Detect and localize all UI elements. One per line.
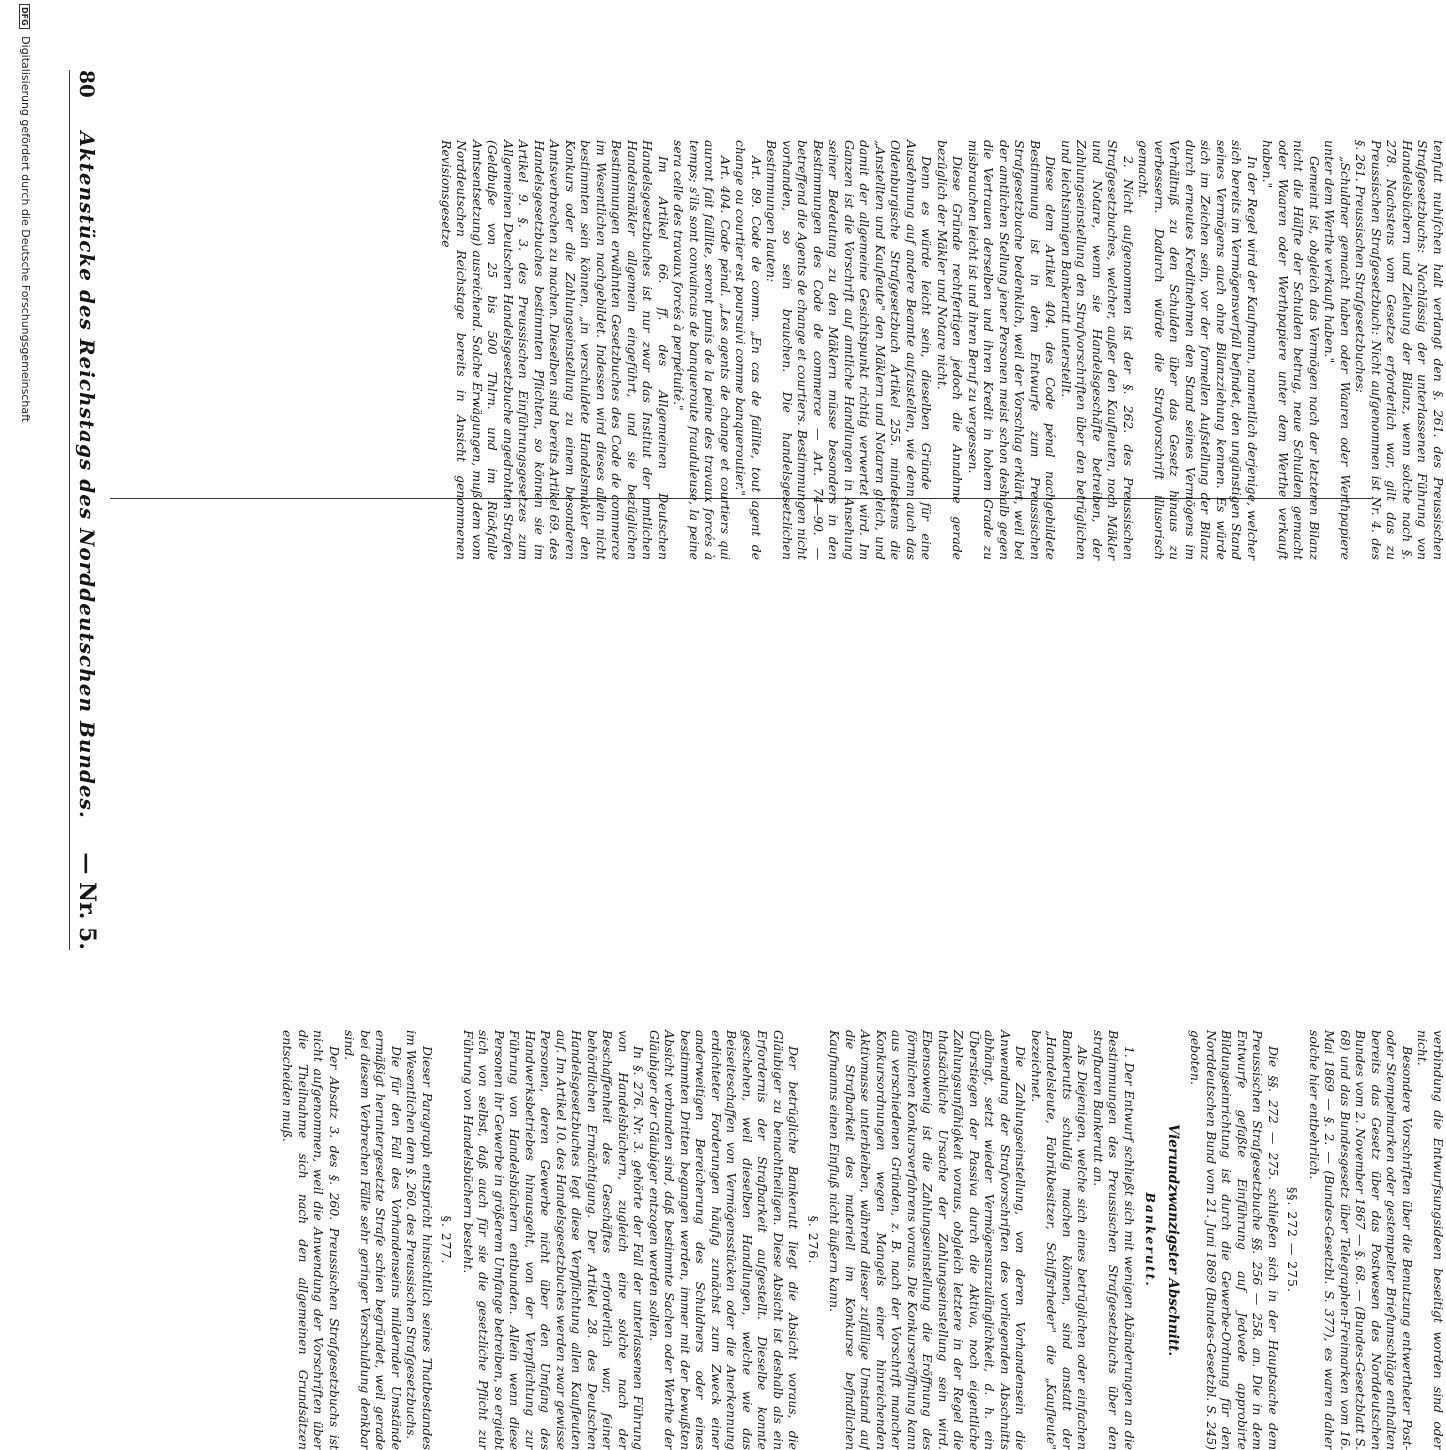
paragraph: Gemeint ist, obgleich das Vermögen nach der letzteren Bilanz nicht die Hälfte der Schulden betrug, neue Schulden gemacht oder Waaren oder Werthpapiere unter dem Werthe verkauft haben.": [1260, 140, 1322, 560]
section-marker: §. 277.: [439, 1215, 455, 1265]
paragraph: Diese Gründe rechtfertigen jedoch die Annahme gerade bezüglich der Mäkler und Notare nicht.: [935, 140, 966, 560]
footer-text: Digitalisierung gefördert durch die Deutsche Forschungsgemeinschaft: [19, 36, 32, 423]
text-column-second: [216, 140, 1446, 560]
paragraph: Die §§. 272 — 275. schließen sich in der Hauptsache dem Preussischen Strafgesetzbuche §§. 256 — 258. an. Die in dem Entwurfe gefaßte Einführung auf Jedvede approbirte Bildungseinrichtung ist durch die Gewerbe-Ordnung für den Norddeutschen Bund vom 21. Juni 1869 (Bundes-Gesetzbl. S. 245) geboten.: [1188, 1030, 1281, 1450]
paragraph: Dieser Paragraph entspricht hinsichtlich seines Thatbestandes im Wesentlichen dem §. 260. des Preussischen Strafgesetzbuchs.: [404, 1030, 435, 1450]
paragraph: verbindung die Entwurfsungsideen beseitigt worden sind oder nicht.: [1415, 1030, 1446, 1450]
page-title: Aktenstücke des Reichstags des Norddeutschen Bundes.: [75, 131, 99, 819]
digitization-footer: [19, 0, 32, 1004]
paragraph: Der Absatz 3. des §. 260. Preussischen Strafgesetzbuchs ist nicht aufgenommen, weil die Anwendung der Vorschriften über die Theilnahme sich nach den allgemeinen Grundsätzen entscheiden muß.: [280, 1030, 342, 1450]
paragraph: Im Artikel 66. ff. des Allgemeinen Deutschen Handelsgesetzbuches ist nur zwar das Institut der amtlichen Handelsmäkler allgemein eingeführt, und sie bezüglichen Bestimmungen erwähnten Gesetzbuches des Code de commerce im Wesentlichen nachgebildet. Indessen wird dieses allein nicht bestimmten sein können, „in verschuldete Handelsmakler den Konkurs oder die Zahlungseinstellung zu einem besonderen Amtsverbrechen zu machen. Dieselben sind bereits Artikel 69. des Handelsgesetzbuches bestimmten Pflichten, so können sie im Artikel 9. §. 3. des Preussischen Einführungsgesetzes zum Allgemeinen Deutschen Handelsgesetzbuche angedrohten Strafen (Geldbuße von 25 bis 500 Thlrn. und im Rückfalle Amtsentsetzung) ausreichend. Solche Erwägungen, muß dem vom Norddeutschen Reichstage bereits in Ansicht genommenen Revisionsgesetze: [439, 140, 671, 560]
paragraph: In der Regel wird der Kaufmann, namentlich derjenige, welcher sich bereits im Vermögensverfall befindet, den ungünstigen Stand seines Vermögens auch ohne Bilanzziehung kennen. Es würde sich im Zeichen sein, vor der formellen Aufstellung der Bilanz durch erneutes Kreditnehmen den Stand seines Vermögens im Verhältniß zu den Schulden über das Gesetz hinaus zu verbessern. Dadurch würde die Strafvorschrift illusorisch gemacht.: [1136, 140, 1260, 560]
right-text-column-frame: [134, 70, 1446, 560]
paragraph: Diese dem Artikel 404. des Code pénal nachgebildete Bestimmung ist in dem Entwurfe zum Preussischen Strafgesetzbuche bedenklich, weil der Vorschlag erklärt, weil bei der amtlichen Stellung jener Personen meist schon deshalb gegen die Vertrauen derselben und ihren Kredit in hohem Grade zu misbrauchen leicht ist und ihren Beruf zu vergessen.: [966, 140, 1059, 560]
left-text-column-frame: [134, 510, 1446, 1450]
page-number: 80: [75, 70, 99, 98]
paragraph: Der betrügliche Bankerutt liegt die Absicht voraus, die Gläubiger zu benachtheiligen. Diese Absicht ist deshalb als ein Erfordernis der Strafbarkeit aufgestellt. Dieselbe konnte geschehen, weil dieselben Handlungen, welche wie das Beiseiteschaffen von Vermögensstücken oder die Anerkennung erdichteter Forderungen häufig zunächst zum Zweck einer anderweitigen Bereicherung des Schuldners oder eines bestimmten Dritten begangen werden, immer mit der bewußten Absicht verbunden sind, daß bestimmte Sachen oder Werthe der Gläubiger der Gläubiger entzogen werden sollen.: [647, 1030, 802, 1450]
page-header: [70, 70, 104, 950]
paragraph: Art. 89. Code de comm. „En cas de faillite, tout agent de change ou courtier est poursuivi comme banqueroutier.": [733, 140, 764, 560]
paragraph: 2. Nicht aufgenommen ist der §. 262. des Preussischen Strafgesetzbuches, welcher, außer den Kaufleuten, noch Mäkler und Notare, wenn sie Handelsgeschäfte betreiben, der Zahlungseinstellung den Strafvorschriften über den betrüglichen und leichtsinnigen Bankerutt unterstellt.: [1059, 140, 1136, 560]
paragraph: In §. 276. Nr. 3. gehörte der Fall der unterlassenen Führung von Handelsbüchern, zugleich eine solche nach der Beschaffenheit des Geschäftes erforderlich war, feiner behördlichen Ermächtigung. Der Artikel 28. des Deutschen Handelsgesetzbuches legt diese Verpflichtung allen Kaufleuten auf. Im Artikel 10. des Handelsgesetzbuches werden zwar gewisse Personen, deren Gewerbe nicht über den Umfang des Handwerksbetriebes hinausgeht, von der Verpflichtung zur Führung von Handelsbüchern entbunden. Allein wenn diese Personen ihr Gewerbe in größerem Umfange betreiben, so ergiebt sich von selbst, daß auch für sie die gesetzliche Pflicht zur Führung von Handelsbüchern besteht.: [461, 1030, 647, 1450]
paragraph: 1. Der Entwurf schließt sich mit wenigen Abänderungen an die Bestimmungen des Preussischen Strafgesetzbuchs über den strafbaren Bankerutt an.: [1091, 1030, 1137, 1450]
paragraph: Die Zahlungseinstellung, von deren Vorhandensein die Anwendung der Strafvorschriften des vorliegenden Abschnitts abhängt, setzt wieder Vermögensunzulänglichkeit, d. h. ein Überstiegen der Passiva durch die Aktiva, noch eigentliche Zahlungsunfähigkeit voraus, obgleich letztere in der Regel die thatsächliche Ursache der Zahlungseinstellung sein wird. Ebensowenig ist die Zahlungseinstellung die Eröffnung des förmlichen Konkursverfahrens voraus. Die Konkurseröffnung kann aus verschiedenen Gründen, z. B. nach der Vorschrift mancher Konkursordnungen wegen Mangels einer hinreichenden Aktivmasse unterbleiben, während dieser zufällige Umstand auf die Strafbarkeit des materiell im Konkurse befindlichen Kaufmanns einen Einfluß nicht äußern kann.: [827, 1030, 1029, 1450]
paragraph: „Schuldner gemacht haben oder Waaren oder Werthpapiere unter dem Werthe verkauft haben.": [1322, 140, 1353, 560]
header-rule: [69, 70, 70, 950]
paragraph: tenfutt nuhifchen halt verlangt den §. 261. des Preussischen Strafgesetzbuchs: Nachlässig der unterlassenen Führung von Handelsbüchern und Ziehung der Bilanz, wenn solche nach §. 278. Nachstens vom Gesetze erforderlich war, gilt das zu Preussischen Strafgesetzbuch: Nicht aufgenommen ist Nr. 4. des §. 261. Preussischen Strafgesetzbuches:: [1353, 140, 1446, 560]
paragraph: Art. 404. Code pénal. „Les agents de change et courtiers qui auront fait faillite, seront punis de la peine des travaux forcés à temps; s'ils sont convaincus de banqueroute frauduleuse, la peine sera celle des travaux forcés à perpétuité.": [671, 140, 733, 560]
section-marker: §§. 272 — 275.: [1285, 1187, 1301, 1293]
paragraph: Denn es würde leicht sein, dieselben Gründe für eine Ausdehnung auf andere Beamte aufzustellen, wie denn auch das Oldenburgische Strafgesetzbuch Artikel 255. mindestens die „Anstellten und Kaufleute" den Mäklern und Notaren gleich, und damit der allgemeine Gesichtspunkt richtig verwertet wird. Im Ganzen ist die Vorschrift auf amtliche Handlungen in Ansehung seiner Bedeutung zu den Mäklern müsse besonders in den Bestimmungen des Code de commerce — Art. 74—90. — betreffend die Agents de change et courtiers. Bestimmungen nicht vorhanden, so sein brauchen. Die handelsgesetzlichen Bestimmungen lauten:: [764, 140, 935, 560]
text-column-first: [216, 1030, 1446, 1450]
section-heading: Vierundzwanzigster Abschnitt.: [1165, 1123, 1181, 1357]
paragraph: Besondere Vorschriften über die Benutzung entwertheter Post- oder Stempelmarken oder gestempelter Briefumschläge enthalten bereits das Gesetz über das Postwesen des Norddeutschen Bundes vom 2. November 1867 — §. 68. — (Bundes-Gesetzblatt S. 68) und das Bundesgesetz über Telegraphen-Freimarken vom 16. Mai 1869 — §. 2. — (Bundes-Gesetzbl. S. 377), es waren daher solche hier entbehrlich.: [1307, 1030, 1415, 1450]
dfg-logo: DFG: [19, 4, 30, 29]
paragraph: Als Diejenigen, welche sich eines betrüglichen oder einfachen Bankerutts schuldig machen können, sind anstatt der „Handelsleute, Fabrikbesitzer, Schiffsrheder" die „Kaufleute" bezeichnet.: [1029, 1030, 1091, 1450]
paragraph: Die für den Fall des Vorhandenseins mildernder Umstände ermäßigt heruntergesetzte Strafe schien begründet, weil gerade bei diesem Verbrechen Fälle sehr geringer Verschuldung denkbar sind.: [342, 1030, 404, 1450]
section-marker: §. 276.: [806, 1215, 821, 1265]
document-number: — Nr. 5.: [74, 852, 100, 950]
section-heading: Bankerutt.: [1143, 1192, 1159, 1288]
